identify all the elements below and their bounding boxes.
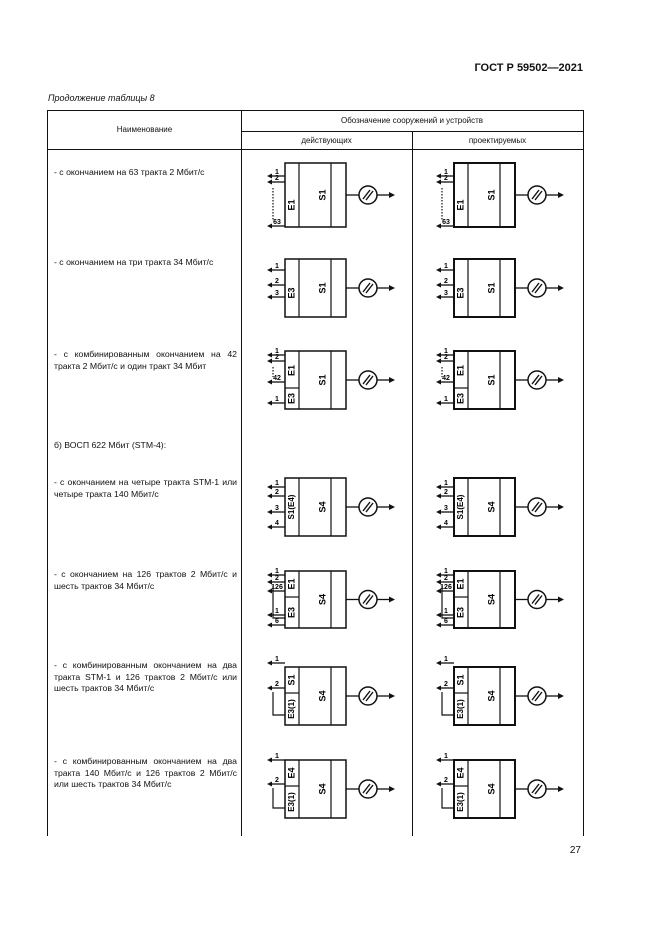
port-arrow	[267, 268, 272, 273]
row-7-label: - с комбинированным окончанием на два тракта 140 Мбит/с и 126 трактов 2 Мбит/с или шесть трактов 34 Мбит/с	[54, 756, 237, 789]
port-arrow	[436, 510, 441, 515]
optical-interface-icon	[363, 595, 373, 605]
port-number: 1	[275, 262, 279, 270]
port-number: 42	[442, 374, 450, 382]
diagram-existing-3	[267, 348, 395, 409]
port-number: 1	[444, 168, 448, 176]
port-number: 4	[275, 519, 279, 527]
module-label: S4	[486, 593, 497, 606]
port-arrow	[436, 485, 441, 490]
module-label: S1(E4)	[456, 494, 466, 520]
port-number: 63	[273, 218, 281, 226]
col-existing-header: действующих	[301, 136, 352, 145]
output-arrow-icon	[389, 504, 395, 510]
port-arrow	[436, 295, 441, 300]
optical-interface-icon	[532, 784, 542, 794]
diagram-existing-5	[267, 568, 395, 628]
port-arrow	[436, 525, 441, 530]
port-number: 1	[275, 347, 279, 355]
port-arrow	[267, 359, 272, 364]
optical-interface-icon	[532, 595, 542, 605]
row-1-label: - с окончанием на 63 тракта 2 Мбит/с	[54, 167, 205, 177]
section-b-label: б) ВОСП 622 Мбит (STM-4):	[54, 440, 167, 450]
optical-interface-icon	[532, 375, 542, 385]
port-arrow	[267, 174, 272, 179]
page-number: 27	[569, 845, 581, 856]
port-arrow	[267, 485, 272, 490]
module-label: S1(E4)	[287, 494, 297, 520]
col-group-header: Обозначение сооружений и устройств	[340, 116, 484, 125]
port-arrow	[267, 661, 272, 666]
module-label: E3(1)	[456, 699, 466, 719]
port-arrow	[436, 613, 441, 618]
optical-interface-icon	[528, 591, 546, 609]
port-arrow	[267, 510, 272, 515]
port-number: 2	[275, 174, 279, 182]
port-number: 126	[271, 583, 283, 591]
col-name-header: Наименование	[116, 125, 173, 134]
module-label: E1	[286, 578, 297, 590]
port-number: 1	[275, 395, 279, 403]
port-number: 1	[444, 479, 448, 487]
module-label: S4	[486, 690, 497, 702]
optical-interface-icon	[528, 498, 546, 516]
module-label: S4	[317, 690, 328, 702]
port-number: 2	[444, 277, 448, 285]
port-arrow	[436, 401, 441, 406]
port-number: 2	[444, 776, 448, 784]
port-arrow	[436, 758, 441, 763]
diagram-existing-7	[267, 753, 395, 818]
port-arrow	[436, 268, 441, 273]
port-arrow	[267, 623, 272, 628]
port-number: 1	[275, 567, 279, 575]
port-number: 1	[444, 395, 448, 403]
module-label: S4	[486, 501, 497, 513]
port-loop	[442, 692, 454, 715]
port-arrow	[267, 686, 272, 691]
port-number: 2	[444, 353, 448, 361]
port-arrow	[267, 401, 272, 406]
module-label: E3	[286, 287, 297, 299]
port-number: 2	[275, 277, 279, 285]
module-label: S1	[486, 374, 497, 386]
port-number: 3	[444, 504, 448, 512]
optical-interface-icon	[359, 780, 377, 798]
optical-interface-icon	[528, 687, 546, 705]
port-number: 2	[275, 574, 279, 582]
diagram-existing-2	[267, 259, 395, 317]
module-label: E3	[455, 287, 466, 299]
port-arrow	[436, 494, 441, 499]
port-loop	[273, 692, 285, 715]
port-number: 2	[444, 680, 448, 688]
port-arrow	[436, 623, 441, 628]
port-number: 1	[275, 607, 279, 615]
module-label: S1	[317, 282, 328, 294]
module-label: S4	[317, 501, 328, 513]
row-2-label: - с окончанием на три тракта 34 Мбит/с	[54, 257, 214, 267]
optical-interface-icon	[359, 371, 377, 389]
diagram-planned-2	[436, 259, 564, 317]
port-number: 6	[444, 617, 448, 625]
module-label: E4	[455, 767, 466, 779]
diagram-planned-5	[436, 568, 564, 628]
port-arrow	[267, 380, 272, 385]
output-arrow-icon	[389, 693, 395, 699]
port-arrow	[267, 613, 272, 618]
port-number: 6	[275, 617, 279, 625]
module-label: S1	[286, 674, 297, 686]
port-arrow	[436, 283, 441, 288]
output-arrow-icon	[558, 693, 564, 699]
optical-interface-icon	[359, 687, 377, 705]
equipment-box	[285, 163, 346, 227]
port-number: 1	[444, 567, 448, 575]
output-arrow-icon	[389, 377, 395, 383]
port-number: 4	[444, 519, 448, 527]
module-label: E3	[455, 606, 466, 619]
diagram-planned-4	[436, 478, 564, 536]
port-number: 1	[275, 752, 279, 760]
port-arrow	[436, 686, 441, 691]
row-3-label: - с комбинированным окончанием на 42 тракта 2 Мбит/с и один тракт 34 Мбит	[54, 349, 237, 371]
module-label: E1	[455, 364, 466, 377]
module-label: E4	[286, 767, 297, 779]
port-arrow	[267, 573, 272, 578]
port-number: 3	[275, 289, 279, 297]
port-arrow	[436, 661, 441, 666]
diagram-planned-1	[436, 163, 564, 229]
port-number: 1	[444, 607, 448, 615]
equipment-box	[454, 163, 515, 227]
port-arrow	[436, 180, 441, 185]
module-label: E3	[455, 392, 466, 405]
port-number: 2	[275, 776, 279, 784]
port-arrow	[267, 353, 272, 358]
optical-interface-icon	[363, 283, 373, 293]
port-arrow	[267, 782, 272, 787]
module-label: E1	[455, 578, 466, 590]
module-label: S4	[317, 593, 328, 606]
port-number: 2	[444, 574, 448, 582]
port-loop	[442, 788, 454, 808]
row-5-label: - с окончанием на 126 трактов 2 Мбит/с и шесть трактов 34 Мбит/с	[54, 569, 237, 591]
port-arrow	[436, 380, 441, 385]
port-arrow	[436, 573, 441, 578]
port-arrow	[267, 180, 272, 185]
standard-number: ГОСТ Р 59502—2021	[474, 62, 583, 74]
module-label: S4	[486, 783, 497, 795]
optical-interface-icon	[359, 279, 377, 297]
port-arrow	[436, 359, 441, 364]
optical-interface-icon	[528, 279, 546, 297]
port-arrow	[267, 758, 272, 763]
port-number: 1	[275, 479, 279, 487]
output-arrow-icon	[558, 285, 564, 291]
optical-interface-icon	[363, 190, 373, 200]
module-label: S1	[486, 282, 497, 294]
port-number: 63	[442, 218, 450, 226]
module-label: E3(1)	[456, 792, 466, 812]
module-label: E3(1)	[287, 699, 297, 719]
diagram-existing-4	[267, 478, 395, 536]
module-label: S1	[486, 189, 497, 201]
optical-interface-icon	[532, 502, 542, 512]
optical-interface-icon	[363, 784, 373, 794]
optical-interface-icon	[532, 691, 542, 701]
diagram-existing-1	[267, 163, 395, 229]
port-arrow	[436, 782, 441, 787]
module-label: E1	[455, 199, 466, 211]
optical-interface-icon	[532, 190, 542, 200]
optical-interface-icon	[532, 283, 542, 293]
output-arrow-icon	[558, 786, 564, 792]
optical-interface-icon	[359, 591, 377, 609]
module-label: S1	[317, 189, 328, 201]
module-label: S1	[317, 374, 328, 386]
port-arrow	[267, 224, 272, 229]
port-number: 3	[444, 289, 448, 297]
port-number: 1	[444, 347, 448, 355]
port-number: 1	[444, 752, 448, 760]
optical-interface-icon	[363, 691, 373, 701]
row-6-label: - с комбинированным окончанием на два тракта STM-1 и 126 трактов 2 Мбит/с или шесть трактов 34 Мбит/с	[54, 660, 237, 693]
port-number: 42	[273, 374, 281, 382]
diagram-existing-6	[267, 656, 395, 725]
output-arrow-icon	[558, 192, 564, 198]
optical-interface-icon	[363, 375, 373, 385]
port-number: 2	[275, 353, 279, 361]
output-arrow-icon	[389, 597, 395, 603]
port-arrow	[267, 295, 272, 300]
port-number: 2	[275, 488, 279, 496]
port-arrow	[267, 525, 272, 530]
port-loop	[273, 788, 285, 808]
port-number: 1	[444, 262, 448, 270]
module-label: S4	[317, 783, 328, 795]
row-4-label: - с окончанием на четыре тракта STM-1 или четыре тракта 140 Мбит/с	[54, 477, 237, 499]
port-number: 1	[275, 655, 279, 663]
port-arrow	[436, 353, 441, 358]
optical-interface-icon	[528, 780, 546, 798]
port-arrow	[436, 174, 441, 179]
optical-interface-icon	[359, 498, 377, 516]
port-arrow	[436, 224, 441, 229]
port-arrow	[267, 494, 272, 499]
diagram-planned-7	[436, 753, 564, 818]
table-continuation-caption: Продолжение таблицы 8	[48, 93, 155, 103]
output-arrow-icon	[389, 192, 395, 198]
port-number: 2	[275, 680, 279, 688]
module-label: E3(1)	[287, 792, 297, 812]
optical-interface-icon	[363, 502, 373, 512]
output-arrow-icon	[558, 597, 564, 603]
output-arrow-icon	[558, 377, 564, 383]
port-number: 2	[444, 488, 448, 496]
module-label: E3	[286, 606, 297, 619]
port-number: 2	[444, 174, 448, 182]
output-arrow-icon	[389, 786, 395, 792]
optical-interface-icon	[528, 186, 546, 204]
port-number: 1	[275, 168, 279, 176]
output-arrow-icon	[389, 285, 395, 291]
diagram-planned-3	[436, 348, 564, 409]
port-arrow	[267, 283, 272, 288]
module-label: E3	[286, 392, 297, 405]
output-arrow-icon	[558, 504, 564, 510]
optical-interface-icon	[528, 371, 546, 389]
port-number: 1	[444, 655, 448, 663]
module-label: E1	[286, 199, 297, 211]
port-number: 126	[440, 583, 452, 591]
col-planned-header: проектируемых	[468, 136, 527, 145]
module-label: S1	[455, 674, 466, 686]
port-number: 3	[275, 504, 279, 512]
diagram-planned-6	[436, 656, 564, 725]
optical-interface-icon	[359, 186, 377, 204]
module-label: E1	[286, 364, 297, 377]
